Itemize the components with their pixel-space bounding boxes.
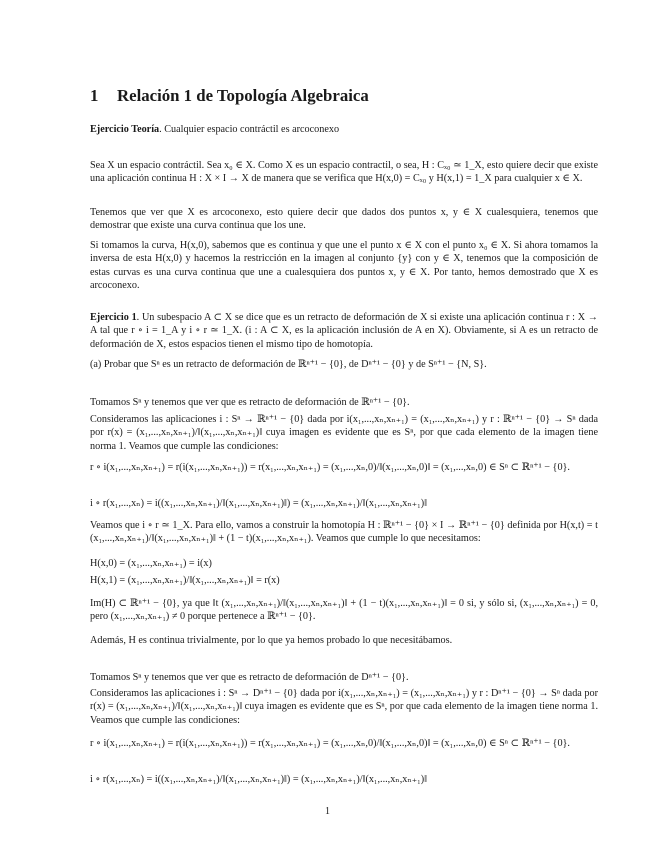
exercise-1-label: Ejercicio 1 (90, 312, 137, 323)
proof-paragraph: Sea X un espacio contráctil. Sea x₀ ∈ X. Como X es un espacio contractil, o sea, H : Cₓ₀ ≃ 1_X, esto quiere decir que existe una aplicación continua H : X × I → X de manera que se verifica que H(x,0) = Cₓ₀ y H(x,1) = 1_X para cualquier x ∈ X. (90, 160, 598, 185)
proof-equation: r ∘ i(x₁,...,xₙ,xₙ₊₁) = r(i(x₁,...,xₙ,xₙ₊₁)) = r(x₁,...,xₙ,xₙ₊₁) = (x₁,...,xₙ,0)/‖(x₁,...,xₙ,0)‖ = (x₁,...,xₙ,0) ∈ Sⁿ ⊂ ℝⁿ⁺¹ − {0}. (90, 738, 570, 749)
proof-paragraph: Tomamos Sⁿ y tenemos que ver que es retracto de deformación de ℝⁿ⁺¹ − {0}. (90, 397, 410, 408)
exercise-theory-label: Ejercicio Teoría (90, 124, 160, 135)
proof-paragraph: Si tomamos la curva, H(x,0), sabemos que es continua y que une el punto x ∈ X con el punto x₀ ∈ X. Si ahora tomamos la inversa de esta H(x,0) y hacemos la restricción en la imagen al conjunto {y} con y ∈ X, tenemos que la composición de estas curvas es una curva continua que une a cualesquiera dos puntos x, y ∈ X. Por tanto, hemos demostrado que X es arcoconexo. (90, 240, 598, 291)
section-title: Relación 1 de Topología Algebraica (117, 86, 369, 105)
proof-equation: i ∘ r(x₁,...,xₙ) = i((x₁,...,xₙ,xₙ₊₁)/‖(x₁,...,xₙ,xₙ₊₁)‖) = (x₁,...,xₙ,xₙ₊₁)/‖(x₁,...,xₙ,xₙ₊₁)‖ (90, 498, 427, 509)
proof-paragraph: Consideramos las aplicaciones i : Sⁿ → ℝⁿ⁺¹ − {0} dada por i(x₁,...,xₙ,xₙ₊₁) = (x₁,...,xₙ,xₙ₊₁) y r : ℝⁿ⁺¹ − {0} → Sⁿ dada por r(x) = (x₁,...,xₙ,xₙ₊₁)/‖(x₁,...,xₙ,xₙ₊₁)‖ cuya imagen es evidente que es Sⁿ, por que cada elemento de la imagen tiene norma 1. Veamos que cumple las condiciones: (90, 414, 598, 452)
page-number: 1 (325, 806, 330, 817)
proof-paragraph: Im(H) ⊂ ℝⁿ⁺¹ − {0}, ya que ‖t (x₁,...,xₙ,xₙ₊₁)/‖(x₁,...,xₙ,xₙ₊₁)‖ + (1 − t)(x₁,...,xₙ,xₙ₊₁)‖ = 0 si, y sólo si, (x₁,...,xₙ,xₙ₊₁) = 0, pero (x₁,...,xₙ,xₙ₊₁) ≠ 0 porque pertenece a ℝⁿ⁺¹ − {0}. (90, 598, 598, 623)
exercise-theory-text: . Cualquier espacio contráctil es arcoconexo (159, 124, 340, 135)
proof-equation: H(x,1) = (x₁,...,xₙ,xₙ₊₁)/‖(x₁,...,xₙ,xₙ₊₁)‖ = r(x) (90, 575, 280, 586)
exercise-theory-statement (90, 123, 598, 136)
section-heading (90, 86, 369, 106)
exercise-1-text: . Un subespacio A ⊂ X se dice que es un retracto de deformación de X si existe una aplicación continua r : X → A tal que r ∘ i = 1_A y i ∘ r ≃ 1_X. (i : A ⊂ X, es la aplicación inclusión de A en X). Obviamente, si A es un retracto de deformación de X, estos espacios tienen el mismo tipo de homotopía. (90, 312, 598, 350)
exercise-1-part-a: (a) Probar que Sⁿ es un retracto de deformación de ℝⁿ⁺¹ − {0}, de Dⁿ⁺¹ − {0} y de Sⁿ⁺¹ − {N, S}. (90, 359, 487, 370)
proof-paragraph: Consideramos las aplicaciones i : Sⁿ → Dⁿ⁺¹ − {0} dada por i(x₁,...,xₙ,xₙ₊₁) = (x₁,...,xₙ,xₙ₊₁) y r : Dⁿ⁺¹ − {0} → Sⁿ dada por r(x) = (x₁,...,xₙ,xₙ₊₁)/‖(x₁,...,xₙ,xₙ₊₁)‖ cuya imagen es evidente que es Sⁿ, por que cada elemento de la imagen tiene norma 1. Veamos que cumple las condiciones: (90, 688, 598, 726)
proof-paragraph: Además, H es continua trivialmente, por lo que ya hemos probado lo que necesitábamos. (90, 635, 453, 646)
proof-equation: r ∘ i(x₁,...,xₙ,xₙ₊₁) = r(i(x₁,...,xₙ,xₙ₊₁)) = r(x₁,...,xₙ,xₙ₊₁) = (x₁,...,xₙ,0)/‖(x₁,...,xₙ,0)‖ = (x₁,...,xₙ,0) ∈ Sⁿ ⊂ ℝⁿ⁺¹ − {0}. (90, 462, 570, 473)
proof-paragraph: Veamos que i ∘ r ≃ 1_X. Para ello, vamos a construir la homotopía H : ℝⁿ⁺¹ − {0} × I → ℝⁿ⁺¹ − {0} definida por H(x,t) = t (x₁,...,xₙ,xₙ₊₁)/‖(x₁,...,xₙ,xₙ₊₁)‖ + (1 − t)(x₁,...,xₙ,xₙ₊₁). Veamos que cumple lo que necesitamos: (90, 520, 598, 545)
exercise-1-statement (90, 311, 598, 351)
section-number: 1 (90, 86, 99, 105)
proof-equation: i ∘ r(x₁,...,xₙ) = i((x₁,...,xₙ,xₙ₊₁)/‖(x₁,...,xₙ,xₙ₊₁)‖) = (x₁,...,xₙ,xₙ₊₁)/‖(x₁,...,xₙ,xₙ₊₁)‖ (90, 774, 427, 785)
proof-equation: H(x,0) = (x₁,...,xₙ,xₙ₊₁) = i(x) (90, 558, 212, 569)
proof-paragraph: Tomamos Sⁿ y tenemos que ver que es retracto de deformación de Dⁿ⁺¹ − {0}. (90, 672, 409, 683)
proof-paragraph: Tenemos que ver que X es arcoconexo, esto quiere decir que dados dos puntos x, y ∈ X cualesquiera, tenemos que demostrar que existe una curva continua que los une. (90, 207, 598, 232)
